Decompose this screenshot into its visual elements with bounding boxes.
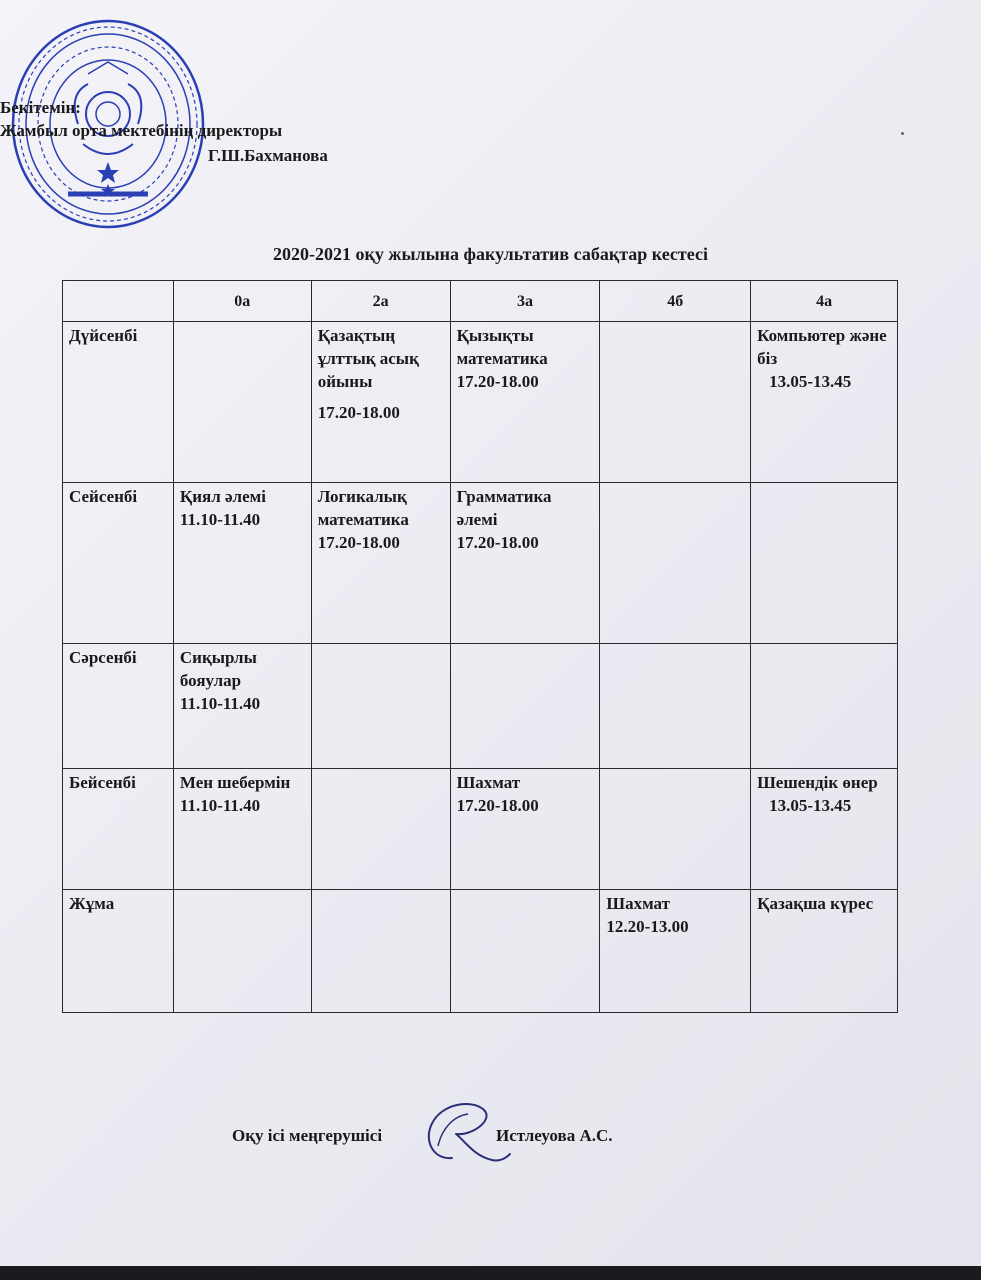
day-cell: Дүйсенбі (63, 322, 174, 483)
header-cell-3a: 3а (450, 281, 600, 322)
approval-block (0, 96, 328, 167)
approval-label: Бекітемін: (0, 98, 81, 117)
header-cell-0a: 0а (173, 281, 311, 322)
table-cell: Қазақша күрес (751, 890, 898, 1013)
table-cell (311, 890, 450, 1013)
table-cell (600, 769, 751, 890)
table-cell (600, 644, 751, 769)
table-cell (751, 644, 898, 769)
schedule-table (62, 280, 898, 1013)
table-cell (173, 890, 311, 1013)
table-cell (751, 769, 898, 890)
document-title: 2020-2021 оқу жылына факультатив сабақтар кестесі (273, 244, 708, 264)
table-cell (751, 322, 898, 483)
paper-speck (901, 132, 904, 135)
table-cell: Шахмат 17.20-18.00 (450, 769, 600, 890)
footer-role: Оқу ісі меңгерушісі (232, 1126, 383, 1145)
table-cell (751, 483, 898, 644)
table-row (63, 769, 898, 890)
table-cell: Қызықты математика 17.20-18.00 (450, 322, 600, 483)
table-cell (311, 322, 450, 483)
header-cell-2a: 2а (311, 281, 450, 322)
day-cell: Жұма (63, 890, 174, 1013)
footer-name: Истлеуова А.С. (496, 1126, 613, 1145)
day-cell: Сейсенбі (63, 483, 174, 644)
table-cell (450, 890, 600, 1013)
header-cell-4b: 4б (600, 281, 751, 322)
cell-subject: Шешендік өнер (757, 773, 878, 792)
table-cell (600, 483, 751, 644)
day-cell: Сәрсенбі (63, 644, 174, 769)
table-cell: Мен шебермін 11.10-11.40 (173, 769, 311, 890)
table-cell: Сиқырлы бояулар 11.10-11.40 (173, 644, 311, 769)
day-cell: Бейсенбі (63, 769, 174, 890)
header-cell-4a: 4а (751, 281, 898, 322)
approval-position: Жамбыл орта мектебінің директоры (0, 121, 283, 140)
table-cell (311, 769, 450, 890)
table-cell (450, 644, 600, 769)
table-row (63, 890, 898, 1013)
director-name: Г.Ш.Бахманова (208, 146, 328, 165)
table-cell: Грамматика әлемі 17.20-18.00 (450, 483, 600, 644)
cell-time: 17.20-18.00 (317, 403, 400, 422)
cell-subject: Компьютер және біз (757, 326, 887, 368)
table-cell (311, 644, 450, 769)
table-cell: Логикалық математика 17.20-18.00 (311, 483, 450, 644)
table-cell: Қиял әлемі 11.10-11.40 (173, 483, 311, 644)
table-cell (600, 322, 751, 483)
table-cell (173, 322, 311, 483)
photo-edge (0, 1266, 981, 1280)
table-row (63, 644, 898, 769)
header-cell-empty (63, 281, 174, 322)
cell-subject: Қазақтың ұлттық асық ойыны (317, 326, 419, 391)
table-row (63, 483, 898, 644)
cell-time: 13.05-13.45 (769, 796, 852, 815)
approval-signature-line (0, 144, 328, 167)
table-row (63, 322, 898, 483)
cell-time: 13.05-13.45 (769, 372, 852, 391)
table-cell: Шахмат 12.20-13.00 (600, 890, 751, 1013)
table-header-row (63, 281, 898, 322)
